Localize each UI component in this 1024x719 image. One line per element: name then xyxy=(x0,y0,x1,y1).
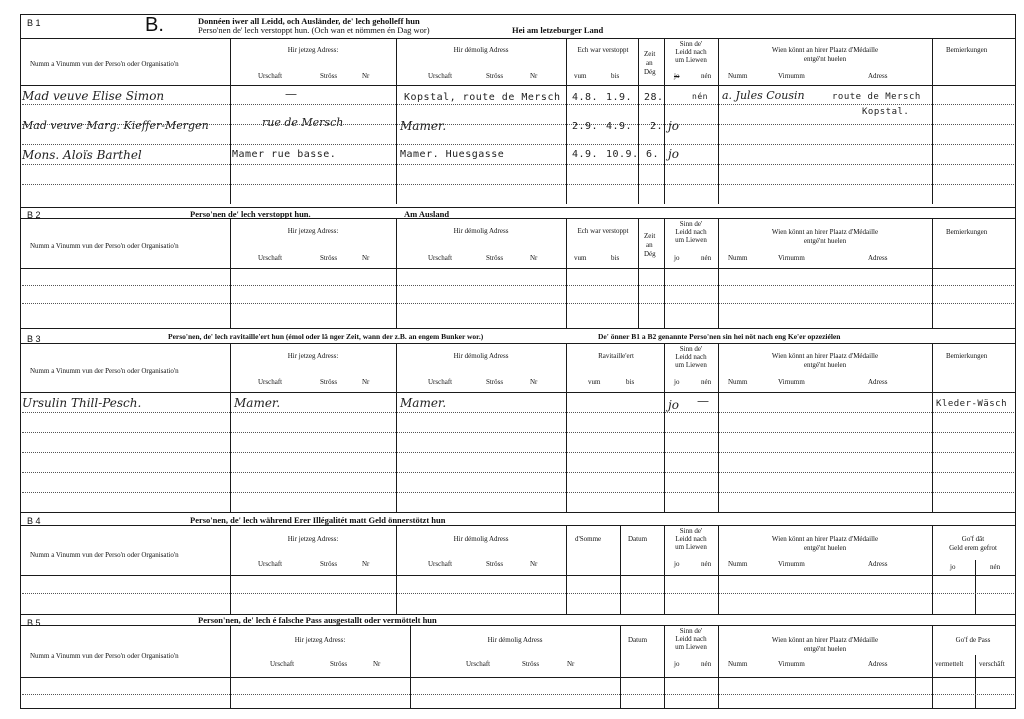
b1-col-current: Hir jetzeg Adress: xyxy=(287,46,339,54)
b1-row1-former: Kopstal, route de Mersch xyxy=(404,92,561,103)
b2-col-number: Nr xyxy=(362,254,370,262)
b4-col-suffer3: um Liewen xyxy=(675,543,707,551)
b5-col-current: Hir jetzeg Adress: xyxy=(294,636,346,644)
b1-row3-yes: jo xyxy=(668,147,679,161)
b3-row1-former: Mamer. xyxy=(400,396,447,410)
b1-row1-medal-addr1: route de Mersch xyxy=(832,92,921,102)
b1-row2-former: Mamer. xyxy=(400,119,447,133)
b3-row-line xyxy=(22,452,1014,453)
b2-col-medal-name: Numm xyxy=(728,254,748,262)
b1-row2-name: Mad veuve Marg. Kieffer-Mergen xyxy=(22,119,209,132)
b5-col-number2: Nr xyxy=(567,660,575,668)
b2-col-yes: jo xyxy=(674,254,680,262)
b3-row-line xyxy=(22,492,1014,493)
b4-col-money2: Geld erem gefrot xyxy=(949,544,997,552)
b1-col-line xyxy=(718,38,719,204)
b3-row-line xyxy=(22,432,1014,433)
b2-col-remarks: Bemierkungen xyxy=(946,228,988,236)
b5-col-pass: Go'f de Pass xyxy=(955,636,991,644)
b2-col-medal2: entgé'nt huelen xyxy=(803,237,847,245)
b5-col-no: nén xyxy=(701,660,712,668)
b2-col-hidden: Ech war verstoppt xyxy=(577,227,629,235)
b4-top xyxy=(20,512,1016,513)
b3-code: B 3 xyxy=(27,334,41,344)
b5-col-place: Urschaft xyxy=(270,660,295,668)
b1-col-medal2: entgé'nt huelen xyxy=(803,55,847,63)
b2-top xyxy=(20,207,1016,208)
b3-col-medal-address: Adress xyxy=(868,378,888,386)
b3-col-line xyxy=(664,343,665,512)
b2-col-line xyxy=(664,218,665,328)
b5-col-medal-firstname: Virnumm xyxy=(778,660,805,668)
b2-col-line xyxy=(396,218,397,328)
b4-header-bottom xyxy=(20,575,1016,576)
b3-header-line xyxy=(20,343,1016,344)
b5-header-line xyxy=(20,625,1016,626)
b5-col-place2: Urschaft xyxy=(466,660,491,668)
b2-col-suffer3: um Liewen xyxy=(675,236,707,244)
right-border xyxy=(1015,14,1016,708)
b1-col-line xyxy=(566,38,567,204)
b1-col-number2: Nr xyxy=(530,72,538,80)
b3-col-number2: Nr xyxy=(530,378,538,386)
b5-col-line xyxy=(932,625,933,708)
b2-col-medal-address: Adress xyxy=(868,254,888,262)
b5-col-street: Ströss xyxy=(330,660,348,668)
b4-col-suffer1: Sinn de' xyxy=(679,527,703,535)
b2-code: B 2 xyxy=(27,210,41,220)
b2-col-street: Ströss xyxy=(320,254,338,262)
b1-col-number: Nr xyxy=(362,72,370,80)
b3-col-suffer1: Sinn de' xyxy=(679,345,703,353)
b1-big-letter: B. xyxy=(145,14,164,36)
left-border xyxy=(20,14,21,708)
b2-col-former: Hir démolig Adress xyxy=(453,227,509,235)
b5-col-number: Nr xyxy=(373,660,381,668)
b1-col-medal-address: Adress xyxy=(868,72,888,80)
b3-col-suffer3: um Liewen xyxy=(675,361,707,369)
b3-title: Perso'nen, de' lech ravitaille'ert hun (émol oder lä nger Zeit, wann der z.B. an engem Bunker wor.) xyxy=(168,332,484,341)
b1-col-line xyxy=(230,38,231,204)
b3-col-street: Ströss xyxy=(320,378,338,386)
b1-col-line xyxy=(638,38,639,204)
b1-header-bottom xyxy=(20,85,1016,86)
b1-title-place: Hei am letzeburger Land xyxy=(512,25,604,35)
b4-col-line xyxy=(664,525,665,614)
b4-header-line xyxy=(20,525,1016,526)
b2-col-line xyxy=(638,218,639,328)
b1-row3-days: 6. xyxy=(646,149,660,160)
b5-col-line xyxy=(975,655,976,708)
b2-col-current: Hir jetzeg Adress: xyxy=(287,227,339,235)
b3-col-no: nén xyxy=(701,378,712,386)
b3-col-yes: jo xyxy=(674,378,680,386)
b4-row-line xyxy=(22,593,1014,594)
b2-row-line xyxy=(22,285,1014,286)
b4-col-place2: Urschaft xyxy=(428,560,453,568)
b5-col-line xyxy=(718,625,719,708)
b1-title-line1: Donnéen iwer all Leidd, och Ausländer, de' lech geholleff hun xyxy=(198,16,420,26)
b5-col-line xyxy=(620,625,621,708)
b1-col-no: nén xyxy=(701,72,712,80)
b4-col-medal-address: Adress xyxy=(868,560,888,568)
b1-row3-name: Mons. Aloïs Barthel xyxy=(22,148,142,162)
b2-col-no: nén xyxy=(701,254,712,262)
b4-col-no: nén xyxy=(701,560,712,568)
b3-col-medal2: entgé'nt huelen xyxy=(803,361,847,369)
b1-row1-to: 1.9. xyxy=(606,92,633,103)
b3-col-name: Numm a Vinumm vun der Perso'n oder Organisatio'n xyxy=(30,367,179,375)
b1-row2-from: 2.9. xyxy=(572,121,599,132)
b1-row1-medal: a. Jules Cousin xyxy=(722,89,805,102)
b5-col-medal-name: Numm xyxy=(728,660,748,668)
b5-col-street2: Ströss xyxy=(522,660,540,668)
b3-col-medal-name: Numm xyxy=(728,378,748,386)
b3-row1-name: Ursulin Thill-Pesch. xyxy=(22,396,142,410)
b1-col-street2: Ströss xyxy=(486,72,504,80)
b5-col-suffer2: Leidd nach xyxy=(675,635,707,643)
b2-col-line xyxy=(566,218,567,328)
b1-col-to: bis xyxy=(611,72,620,80)
b1-col-from: vum xyxy=(574,72,587,80)
b1-col-remarks: Bemierkungen xyxy=(946,46,988,54)
b5-title: Person'nen, de' lech é falsche Pass ausgestallt oder vermöttelt hun xyxy=(198,615,437,625)
b3-col-current: Hir jetzeg Adress: xyxy=(287,352,339,360)
b5-header-bottom xyxy=(20,677,1016,678)
b4-col-line xyxy=(230,525,231,614)
b1-row3-to: 10.9. xyxy=(606,149,639,160)
b1-code: B 1 xyxy=(27,18,41,28)
b4-col-number: Nr xyxy=(362,560,370,568)
b4-col-current: Hir jetzeg Adress: xyxy=(287,535,339,543)
b3-row-line xyxy=(22,472,1014,473)
b4-col-suffer2: Leidd nach xyxy=(675,535,707,543)
b5-col-line xyxy=(230,625,231,708)
b4-col-date: Datum xyxy=(628,535,648,543)
b1-col-days: Dég xyxy=(644,68,656,76)
b2-col-name: Numm a Vinumm vun der Perso'n oder Organisatio'n xyxy=(30,242,179,250)
b4-code: B 4 xyxy=(27,516,41,526)
b1-subheader-line xyxy=(20,38,1016,39)
b2-col-line xyxy=(230,218,231,328)
b2-header-bottom xyxy=(20,268,1016,269)
b1-row3-former: Mamer. Huesgasse xyxy=(400,149,505,160)
b2-col-place2: Urschaft xyxy=(428,254,453,262)
b2-col-line xyxy=(718,218,719,328)
b4-title: Perso'nen, de' lech während Erer Illégalitét matt Geld önnerstötzt hun xyxy=(190,515,446,525)
b3-top xyxy=(20,328,1016,329)
b1-row3-from: 4.9. xyxy=(572,149,599,160)
b2-col-line xyxy=(932,218,933,328)
b4-col-yes: jo xyxy=(674,560,680,568)
b1-row-line xyxy=(22,164,1014,165)
b5-col-date: Datum xyxy=(628,636,648,644)
b4-col-line xyxy=(396,525,397,614)
b1-col-medal1: Wien könnt an hirer Plaatz d'Médaille xyxy=(771,46,879,54)
b3-note: De' önner B1 a B2 genannte Perso'nen sin hei nöt nach eng Ke'er opzeziélen xyxy=(598,332,841,341)
b4-col-street2: Ströss xyxy=(486,560,504,568)
b2-place: Am Ausland xyxy=(404,209,450,219)
b4-col-money-yes: jo xyxy=(950,563,956,571)
b1-title-line2: Perso'nen de' lech verstoppt hun. (Och wan et nömmen én Dag wor) xyxy=(198,25,430,35)
b1-col-line xyxy=(932,38,933,204)
b4-col-line xyxy=(932,525,933,614)
b3-row1-current: Mamer. xyxy=(234,396,281,410)
b2-col-to: bis xyxy=(611,254,620,262)
b2-title: Perso'nen de' lech verstoppt hun. xyxy=(190,209,311,219)
b3-row-line xyxy=(22,412,1014,413)
b3-col-medal1: Wien könnt an hirer Plaatz d'Médaille xyxy=(771,352,879,360)
b4-col-medal2: entgé'nt huelen xyxy=(803,544,847,552)
b1-row2-yes: jo xyxy=(668,119,679,133)
b1-row1-no: nén xyxy=(692,92,708,101)
b1-row3-current: Mamer rue basse. xyxy=(232,149,337,160)
b5-col-medal2: entgé'nt huelen xyxy=(803,645,847,653)
b3-col-line xyxy=(566,343,567,512)
b5-col-suffer3: um Liewen xyxy=(675,643,707,651)
bottom-border xyxy=(20,708,1016,709)
b3-col-supplied: Ravitaille'ert xyxy=(598,352,634,360)
b1-col-line xyxy=(664,38,665,204)
b5-row-line xyxy=(22,694,1014,695)
b1-col-name: Numm a Vinumm vun der Perso'n oder Organisatio'n xyxy=(30,60,179,68)
b2-col-suffer1: Sinn de' xyxy=(679,220,703,228)
b3-col-suffer2: Leidd nach xyxy=(675,353,707,361)
b5-col-line xyxy=(410,625,411,708)
b2-col-suffer2: Leidd nach xyxy=(675,228,707,236)
b1-row1-days: 28. xyxy=(644,92,664,103)
b4-col-medal-name: Numm xyxy=(728,560,748,568)
b4-col-number2: Nr xyxy=(530,560,538,568)
b1-row-line xyxy=(22,144,1014,145)
b1-col-place: Urschaft xyxy=(258,72,283,80)
b2-col-medal-firstname: Virnumm xyxy=(778,254,805,262)
b1-row1-name: Mad veuve Elise Simon xyxy=(22,89,165,103)
b2-row-line xyxy=(22,303,1014,304)
b3-row1-no: — xyxy=(697,394,709,408)
b3-header-bottom xyxy=(20,392,1016,393)
b1-col-street: Ströss xyxy=(320,72,338,80)
b1-col-suffer3: um Liewen xyxy=(675,56,707,64)
b5-col-pass-procured: verschâft xyxy=(979,660,1005,668)
b3-col-from: vum xyxy=(588,378,601,386)
b1-col-former: Hir démolig Adress xyxy=(453,46,509,54)
b5-col-yes: jo xyxy=(674,660,680,668)
b1-col-yes: jo xyxy=(674,72,680,80)
b3-col-to: bis xyxy=(626,378,635,386)
b4-col-name: Numm a Vinumm vun der Perso'n oder Organisatio'n xyxy=(30,551,179,559)
b1-row1-medal-addr2: Kopstal. xyxy=(862,107,910,117)
b5-col-suffer1: Sinn de' xyxy=(679,627,703,635)
b4-col-money-no: nén xyxy=(990,563,1001,571)
b2-col-place: Urschaft xyxy=(258,254,283,262)
b3-col-number: Nr xyxy=(362,378,370,386)
b4-col-money1: Go'f dât xyxy=(961,535,985,543)
b1-row-line xyxy=(22,104,1014,105)
b5-col-medal1: Wien könnt an hirer Plaatz d'Médaille xyxy=(771,636,879,644)
b4-col-amount: d'Somme xyxy=(575,535,602,543)
b2-col-street2: Ströss xyxy=(486,254,504,262)
b3-col-line xyxy=(230,343,231,512)
b5-col-pass-provided: vermettelt xyxy=(935,660,964,668)
b2-col-days: Dég xyxy=(644,250,656,258)
b1-col-medal-name: Numm xyxy=(728,72,748,80)
b1-col-hidden: Ech war verstoppt xyxy=(577,46,629,54)
b4-col-street: Ströss xyxy=(320,560,338,568)
b3-col-former: Hir démolig Adress xyxy=(453,352,509,360)
b2-header-line xyxy=(20,218,1016,219)
b5-col-name: Numm a Vinumm vun der Perso'n oder Organisatio'n xyxy=(30,652,179,660)
b4-col-medal-firstname: Virnumm xyxy=(778,560,805,568)
b1-col-an: an xyxy=(646,59,653,67)
b4-col-line xyxy=(718,525,719,614)
b4-col-line xyxy=(566,525,567,614)
b4-col-place: Urschaft xyxy=(258,560,283,568)
b3-col-line xyxy=(396,343,397,512)
b3-row1-yes: jo xyxy=(668,398,679,412)
b1-col-medal-firstname: Virnumm xyxy=(778,72,805,80)
b3-col-remarks: Bemierkungen xyxy=(946,352,988,360)
b5-col-medal-address: Adress xyxy=(868,660,888,668)
b1-col-line xyxy=(396,38,397,204)
b3-col-line xyxy=(718,343,719,512)
b1-col-place2: Urschaft xyxy=(428,72,453,80)
b1-row2-current: rue de Mersch xyxy=(262,116,344,129)
b1-col-suffer1: Sinn de' xyxy=(679,40,703,48)
b4-col-former: Hir démolig Adress xyxy=(453,535,509,543)
b3-row1-remark: Kleder-Wäsch xyxy=(936,399,1008,409)
b2-col-an: an xyxy=(646,241,653,249)
b3-col-place: Urschaft xyxy=(258,378,283,386)
b5-code: B 5 xyxy=(27,618,41,628)
b4-col-line xyxy=(975,560,976,614)
b4-col-line xyxy=(620,525,621,614)
b2-col-time: Zeit xyxy=(644,232,656,240)
b1-col-suffer2: Leidd nach xyxy=(675,48,707,56)
top-border xyxy=(20,14,1016,15)
b3-col-place2: Urschaft xyxy=(428,378,453,386)
b3-col-street2: Ströss xyxy=(486,378,504,386)
b1-row1-from: 4.8. xyxy=(572,92,599,103)
b1-col-time: Zeit xyxy=(644,50,656,58)
b1-row2-to: 4.9. xyxy=(606,121,633,132)
b2-col-number2: Nr xyxy=(530,254,538,262)
b1-row2-days: 2. xyxy=(650,121,664,132)
b3-col-line xyxy=(932,343,933,512)
b5-col-former: Hir démolig Adress xyxy=(487,636,543,644)
b1-row1-current: — xyxy=(285,87,297,101)
b5-top xyxy=(20,614,1016,615)
b2-col-from: vum xyxy=(574,254,587,262)
b5-col-line xyxy=(664,625,665,708)
b4-col-medal1: Wien könnt an hirer Plaatz d'Médaille xyxy=(771,535,879,543)
b2-col-medal1: Wien könnt an hirer Plaatz d'Médaille xyxy=(771,228,879,236)
b1-row-line xyxy=(22,184,1014,185)
b3-col-medal-firstname: Virnumm xyxy=(778,378,805,386)
